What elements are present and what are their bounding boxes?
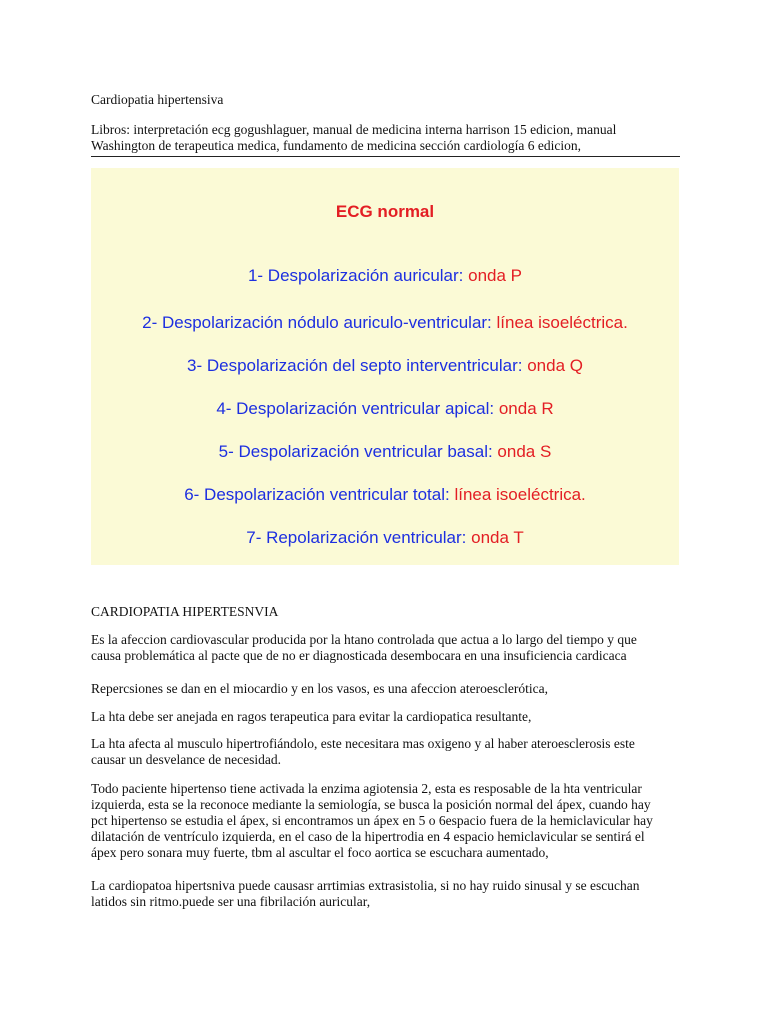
ecg-item-label: 6- Despolarización ventricular total:	[184, 485, 455, 504]
ecg-item-value: onda P	[468, 266, 523, 285]
paragraph-line: latidos sin ritmo.puede ser una fibrilación auricular,	[91, 894, 371, 909]
ecg-item	[91, 266, 679, 286]
ecg-normal-slide-image	[91, 168, 679, 565]
paragraph-line: causar un desvelance de necesidad.	[91, 752, 282, 767]
paragraph	[91, 632, 691, 664]
ecg-item-label: 3- Despolarización del septo interventricular:	[187, 356, 528, 375]
ecg-item-label: 7- Repolarización ventricular:	[246, 528, 472, 547]
paragraph-line: izquierda, esta se la reconoce mediante la semiología, se busca la posición normal del ápex, cuando hay	[91, 797, 651, 812]
paragraph-line: Repercsiones se dan en el miocardio y en los vasos, es una afeccion ateroesclerótica,	[91, 681, 548, 696]
paragraph-line: causa problemática al pacte que de no er diagnosticada desembocara en una insuficiencia cardicaca	[91, 648, 627, 663]
ecg-item-label: 2- Despolarización nódulo auriculo-ventricular:	[142, 313, 497, 332]
ecg-item-value: línea isoeléctrica.	[496, 313, 628, 332]
paragraph-line: dilatación de ventrículo izquierda, en el caso de la hipertrodia en 4 espacio hemiclavicular se sentirá el	[91, 829, 645, 844]
ecg-item	[91, 528, 679, 548]
paragraph-line: La cardiopatoa hipertsniva puede causasr arrtimias extrasistolia, si no hay ruido sinusal y se escuchan	[91, 878, 640, 893]
paragraph	[91, 781, 691, 861]
ecg-item-value: onda S	[497, 442, 552, 461]
ecg-item	[91, 442, 679, 462]
ecg-item-label: 5- Despolarización ventricular basal:	[218, 442, 498, 461]
ecg-item-value: onda R	[498, 399, 554, 418]
section-heading: CARDIOPATIA HIPERTESNVIA	[91, 604, 279, 619]
books-line: Washington de terapeutica medica, fundamento de medicina sección cardiología 6 edicion,	[91, 138, 581, 153]
paragraph-line: pct hipertenso se estudia el ápex, si encontramos un ápex en 5 o 6espacio fuera de la hemiclavicular hay	[91, 813, 653, 828]
paragraph	[91, 878, 691, 910]
paragraph-line: Es la afeccion cardiovascular producida por la htano controlada que actua a lo largo del tiempo y que	[91, 632, 637, 647]
ecg-item-label: 4- Despolarización ventricular apical:	[216, 399, 499, 418]
ecg-item-value: onda Q	[527, 356, 583, 375]
horizontal-rule	[91, 156, 680, 157]
document-title: Cardiopatia hipertensiva	[91, 92, 224, 107]
ecg-item	[91, 313, 679, 333]
paragraph	[91, 681, 691, 697]
ecg-slide-heading: ECG normal	[335, 202, 435, 221]
ecg-item-label: 1- Despolarización auricular:	[247, 266, 469, 285]
paragraph-line: ápex pero sonara muy fuerte, tbm al ascultar el foco aortica se escuchara aumentado,	[91, 845, 549, 860]
paragraph-line: La hta afecta al musculo hipertrofiándolo, este necesitara mas oxigeno y al haber ateroesclerosis este	[91, 736, 635, 751]
paragraph-line: La hta debe ser anejada en ragos terapeutica para evitar la cardiopatica resultante,	[91, 709, 532, 724]
ecg-item	[91, 356, 679, 376]
books-line: Libros: interpretación ecg gogushlaguer, manual de medicina interna harrison 15 edicion, manual	[91, 122, 617, 137]
ecg-item	[91, 399, 679, 419]
ecg-item	[91, 485, 679, 505]
paragraph-line: Todo paciente hipertenso tiene activada la enzima agiotensia 2, esta es resposable de la hta ventricular	[91, 781, 642, 796]
books-reference	[91, 122, 691, 154]
paragraph	[91, 709, 691, 725]
ecg-item-value: onda T	[471, 528, 524, 547]
paragraph	[91, 736, 691, 768]
ecg-item-value: línea isoeléctrica.	[454, 485, 586, 504]
